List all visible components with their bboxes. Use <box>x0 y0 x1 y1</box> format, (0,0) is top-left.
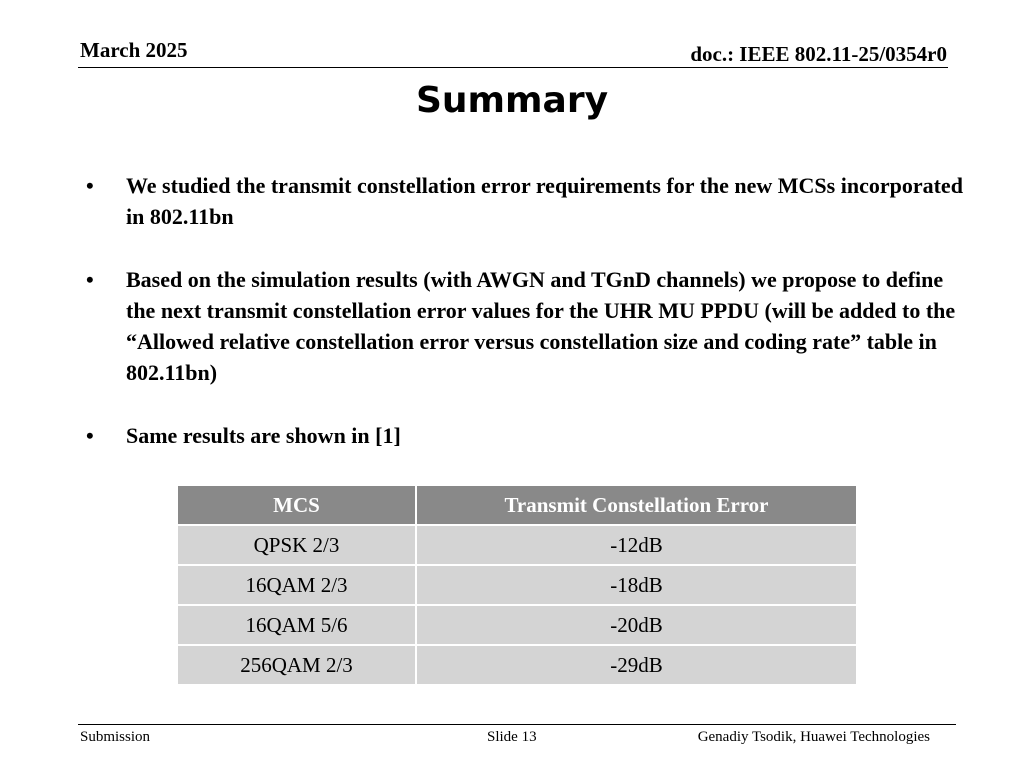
bullet-item <box>84 420 964 451</box>
bullet-text: Based on the simulation results (with AWGN and TGnD channels) we propose to define the next transmit constellation error values for the UHR MU PPDU (will be added to the “Allowed relative constellation error versus constellation size and coding rate” table in 802.11bn) <box>126 267 956 385</box>
footer-submission: Submission <box>80 729 151 745</box>
header-date: March 2025 <box>80 38 188 62</box>
table-header-cell: MCS <box>177 485 416 525</box>
bullet-item <box>84 170 964 232</box>
footer-author: Genadiy Tsodik, Huawei Technologies <box>697 729 930 745</box>
footer-divider <box>78 724 956 725</box>
table-cell-error: -12dB <box>416 525 857 565</box>
constellation-error-table <box>176 484 858 686</box>
table-row <box>177 565 857 605</box>
table-header-cell: Transmit Constellation Error <box>416 485 857 525</box>
bullet-list <box>84 170 964 483</box>
bullet-text: Same results are shown in [1] <box>126 423 401 448</box>
bullet-marker: • <box>86 267 94 292</box>
table-cell-error: -29dB <box>416 645 857 685</box>
table-row <box>177 605 857 645</box>
table-cell-mcs: 256QAM 2/3 <box>177 645 416 685</box>
bullet-text: We studied the transmit constellation error requirements for the new MCSs incorporated in 802.11bn <box>126 173 963 229</box>
table-cell-mcs: 16QAM 2/3 <box>177 565 416 605</box>
table-cell-mcs: QPSK 2/3 <box>177 525 416 565</box>
footer-slide-number: Slide 13 <box>487 729 537 745</box>
table-cell-mcs: 16QAM 5/6 <box>177 605 416 645</box>
table-row <box>177 525 857 565</box>
bullet-marker: • <box>86 173 94 198</box>
header-divider <box>78 67 948 68</box>
table-cell-error: -18dB <box>416 565 857 605</box>
table-cell-error: -20dB <box>416 605 857 645</box>
table-header-row <box>177 485 857 525</box>
table-row <box>177 645 857 685</box>
bullet-item <box>84 264 964 388</box>
header-doc-id: doc.: IEEE 802.11-25/0354r0 <box>690 42 947 66</box>
slide-title: Summary <box>415 80 609 121</box>
bullet-marker: • <box>86 423 94 448</box>
